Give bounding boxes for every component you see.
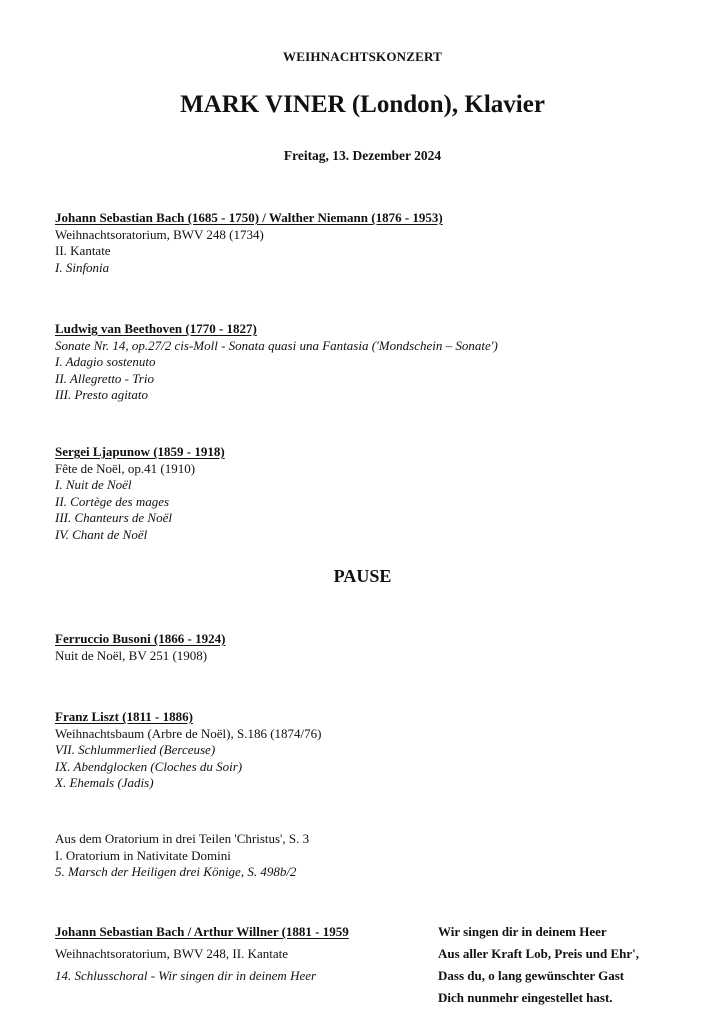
work-title: Aus dem Oratorium in drei Teilen 'Christus', S. 3 xyxy=(55,831,310,846)
program-item-liszt xyxy=(55,709,655,792)
work-part: I. Oratorium in Nativitate Domini xyxy=(55,847,231,863)
chorale-line: Dass du, o lang gewünschter Gast xyxy=(438,968,625,983)
program-item-busoni xyxy=(55,631,655,664)
movement: II. Allegretto - Trio xyxy=(55,370,154,386)
work-title: Weihnachtsoratorium, BWV 248, II. Kantate xyxy=(55,946,289,961)
concert-kicker: WEIHNACHTSKONZERT xyxy=(283,49,442,64)
movement: II. Cortège des mages xyxy=(55,493,170,509)
composer-name: Franz Liszt (1811 - 1886) xyxy=(55,709,193,724)
work-title: Nuit de Noël, BV 251 (1908) xyxy=(55,647,208,663)
composer-name: Johann Sebastian Bach (1685 - 1750) / Walther Niemann (1876 - 1953) xyxy=(55,210,443,225)
movement: IX. Abendglocken (Cloches du Soir) xyxy=(55,758,243,774)
chorale-line: Dich nunmehr eingestellet hast. xyxy=(438,990,613,1005)
composer-name: Sergei Ljapunow (1859 - 1918) xyxy=(55,444,225,459)
program-item-beethoven xyxy=(55,321,655,404)
movement: III. Presto agitato xyxy=(55,387,149,402)
work-title: Fête de Noël, op.41 (1910) xyxy=(55,460,196,476)
work-title: Weihnachtsoratorium, BWV 248 (1734) xyxy=(55,226,264,242)
concert-date: Freitag, 13. Dezember 2024 xyxy=(283,148,442,163)
movement: I. Nuit de Noël xyxy=(55,477,132,492)
page-title: MARK VINER (London), Klavier xyxy=(180,91,545,118)
chorale-line: Aus aller Kraft Lob, Preis und Ehr', xyxy=(438,946,640,961)
program-item-bach-willner xyxy=(55,921,415,987)
movement: X. Ehemals (Jadis) xyxy=(55,775,154,790)
program-item-christus xyxy=(55,831,655,881)
movement: I. Sinfonia xyxy=(55,259,110,275)
work-title: Weihnachtsbaum (Arbre de Noël), S.186 (1874/76) xyxy=(55,725,322,741)
movement: 14. Schlusschoral - Wir singen dir in deinem Heer xyxy=(55,968,317,983)
composer-name: Ludwig van Beethoven (1770 - 1827) xyxy=(55,321,257,336)
chorale-line: Wir singen dir in deinem Heer xyxy=(438,924,607,939)
program-item-ljapunow xyxy=(55,444,655,543)
intermission-label: PAUSE xyxy=(333,566,392,586)
movement: III. Chanteurs de Noël xyxy=(55,510,172,525)
composer-name: Ferruccio Busoni (1866 - 1924) xyxy=(55,631,226,646)
movement: VII. Schlummerlied (Berceuse) xyxy=(55,742,216,757)
movement: IV. Chant de Noël xyxy=(55,526,148,542)
composer-name: Johann Sebastian Bach / Arthur Willner (1881 - 1959 xyxy=(55,924,349,939)
work-title: Sonate Nr. 14, op.27/2 cis-Moll - Sonata quasi una Fantasia ('Mondschein – Sonate') xyxy=(55,337,498,353)
program-item-bach-niemann xyxy=(55,210,655,276)
movement: 5. Marsch der Heiligen drei Könige, S. 498b/2 xyxy=(55,864,297,879)
work-part: II. Kantate xyxy=(55,243,111,258)
movement: I. Adagio sostenuto xyxy=(55,354,156,369)
chorale-text xyxy=(438,921,718,1009)
